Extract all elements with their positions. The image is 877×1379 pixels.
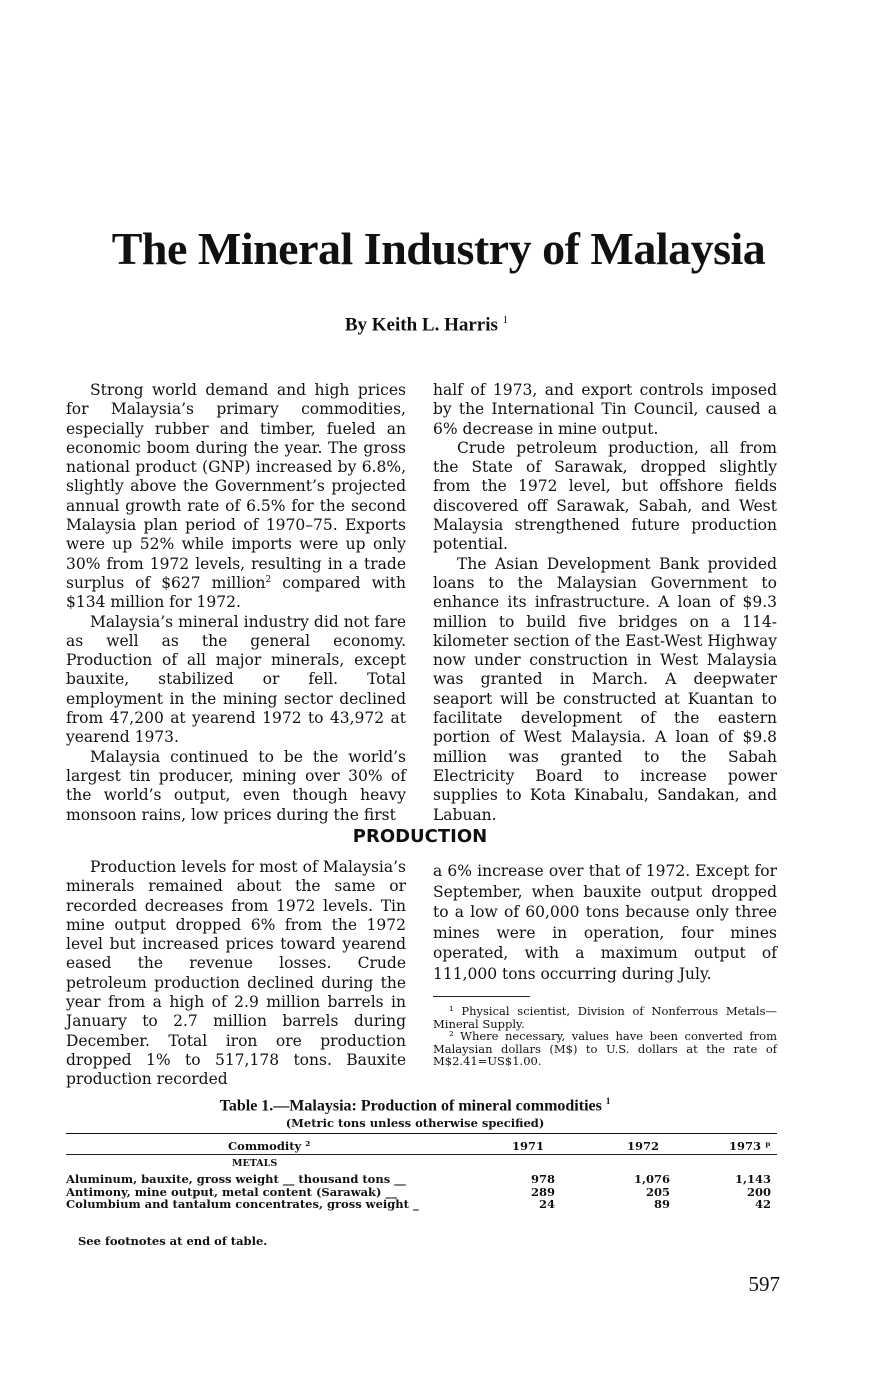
- table-header-rule: [66, 1154, 777, 1155]
- value-1973: 200: [746, 1184, 771, 1199]
- table-header-row: [66, 1134, 777, 1154]
- value-1971: 289: [530, 1184, 555, 1199]
- table-subtitle: (Metric tons unless otherwise specified): [285, 1116, 545, 1130]
- page-title: The Mineral Industry of Malaysia: [111, 223, 766, 274]
- intro-paragraph: The Asian Development Bank provided loans to the Malaysian Government to enhance its infrastructure. A loan of $9.3 million to build five bridges on a 114-kilometer section of the East-West Highway now under construction in West Malaysia was granted in March. A deepwater seaport will be constructed at Kuantan to facilitate development of the eastern portion of West Malaysia. A loan of $9.8 million was granted to the Sabah Electricity Board to increase power supplies to Kota Kinabalu, Sandakan, and Labuan.: [433, 554, 777, 824]
- intro-column-left: [66, 381, 406, 825]
- commodity-label: Antimony, mine output, metal content (Sarawak) __: [66, 1184, 397, 1199]
- value-1973: 1,143: [734, 1172, 771, 1186]
- table-row: [66, 1185, 777, 1198]
- value-1973: 42: [754, 1197, 771, 1211]
- intro-paragraph: [66, 381, 406, 613]
- production-paragraph: a 6% increase over that of 1972. Except for September, when bauxite output dropped to a low of 60,000 tons because only three mines were in operation, four mines operated, with a maximum output of 111,000 tons occurring during July.: [433, 862, 777, 983]
- footnote-divider: [433, 996, 530, 997]
- column-header-1973: 1973 ᵖ: [729, 1139, 771, 1153]
- author-footnote-marker: 1: [502, 314, 509, 326]
- table-title-text: Table 1.—Malaysia: Production of mineral commodities: [219, 1097, 602, 1115]
- footnote-marker: 2: [265, 574, 272, 585]
- table-title: [0, 1096, 830, 1115]
- footnotes: [433, 1005, 777, 1068]
- author-byline: [0, 314, 853, 336]
- commodity-label: Aluminum, bauxite, gross weight __ thousand tons __: [66, 1172, 406, 1186]
- production-column-left: [66, 858, 406, 1090]
- column-header-commodity: Commodity ²: [228, 1139, 311, 1153]
- production-paragraph: Production levels for most of Malaysia’s minerals remained about the same or recorded decreases from 1972 levels. Tin mine output dropped 6% from the 1972 level but increased prices toward yearend eased the revenue losses. Crude petroleum production declined during the year from a high of 2.9 million barrels in January to 2.7 million barrels during December. Total iron ore production dropped 1% to 517,178 tons. Bauxite production recorded: [66, 858, 406, 1089]
- intro-text: compared with $134 million for 1972.: [66, 573, 406, 612]
- value-1972: 1,076: [633, 1172, 670, 1186]
- production-table: [66, 1133, 777, 1210]
- author-name: By Keith L. Harris: [344, 314, 498, 336]
- intro-paragraph: Crude petroleum production, all from the State of Sarawak, dropped slightly from the 1972 level, but offshore fields discovered off Sarawak, Sabah, and West Malaysia strengthened future production potential.: [433, 438, 777, 554]
- value-1972: 89: [653, 1197, 670, 1211]
- value-1972: 205: [645, 1184, 670, 1199]
- commodity-label: Columbium and tantalum concentrates, gross weight _: [66, 1197, 419, 1211]
- footnote: ² Where necessary, values have been converted from Malaysian dollars (M$) to U.S. dollars at the rate of M$2.41=US$1.00.: [433, 1029, 777, 1068]
- table-footnote-reference: See footnotes at end of table.: [78, 1234, 268, 1248]
- value-1971: 24: [538, 1197, 555, 1211]
- table-row: [66, 1197, 777, 1210]
- table-group-row: [66, 1158, 777, 1172]
- column-header-1972: 1972: [627, 1139, 660, 1153]
- table-row: [66, 1172, 777, 1185]
- table-group-label: METALS: [232, 1158, 278, 1169]
- intro-paragraph: Malaysia’s mineral industry did not fare as well as the general economy. Production of all major minerals, except bauxite, stabilized or fell. Total employment in the mining sector declined from 47,200 at yearend 1972 to 43,972 at yearend 1973.: [66, 612, 406, 747]
- intro-text: Strong world demand and high prices for Malaysia’s primary commodities, especially rubber and timber, fueled an economic boom during the year. The gross national product (GNP) increased by 6.8%, slightly above the Government’s projected annual growth rate of 6.5% for the second Malaysia plan period of 1970–75. Exports were up 52% while imports were up only 30% from 1972 levels, resulting in a trade surplus of $627 million: [66, 381, 406, 592]
- column-header-1971: 1971: [512, 1139, 545, 1153]
- production-column-right: [433, 861, 777, 984]
- intro-column-right: [433, 381, 777, 825]
- footnote: ¹ Physical scientist, Division of Nonferrous Metals—Mineral Supply.: [433, 1004, 777, 1031]
- page-number: 597: [748, 1272, 780, 1296]
- value-1971: 978: [530, 1172, 555, 1186]
- intro-paragraph: Malaysia continued to be the world’s largest tin producer, mining over 30% of the world’s output, even though heavy monsoon rains, low prices during the first: [66, 747, 406, 824]
- intro-paragraph: half of 1973, and export controls imposed by the International Tin Council, caused a 6% decrease in mine output.: [433, 381, 777, 438]
- section-heading-production: PRODUCTION: [352, 826, 488, 847]
- table-footnote-marker: 1: [605, 1096, 611, 1106]
